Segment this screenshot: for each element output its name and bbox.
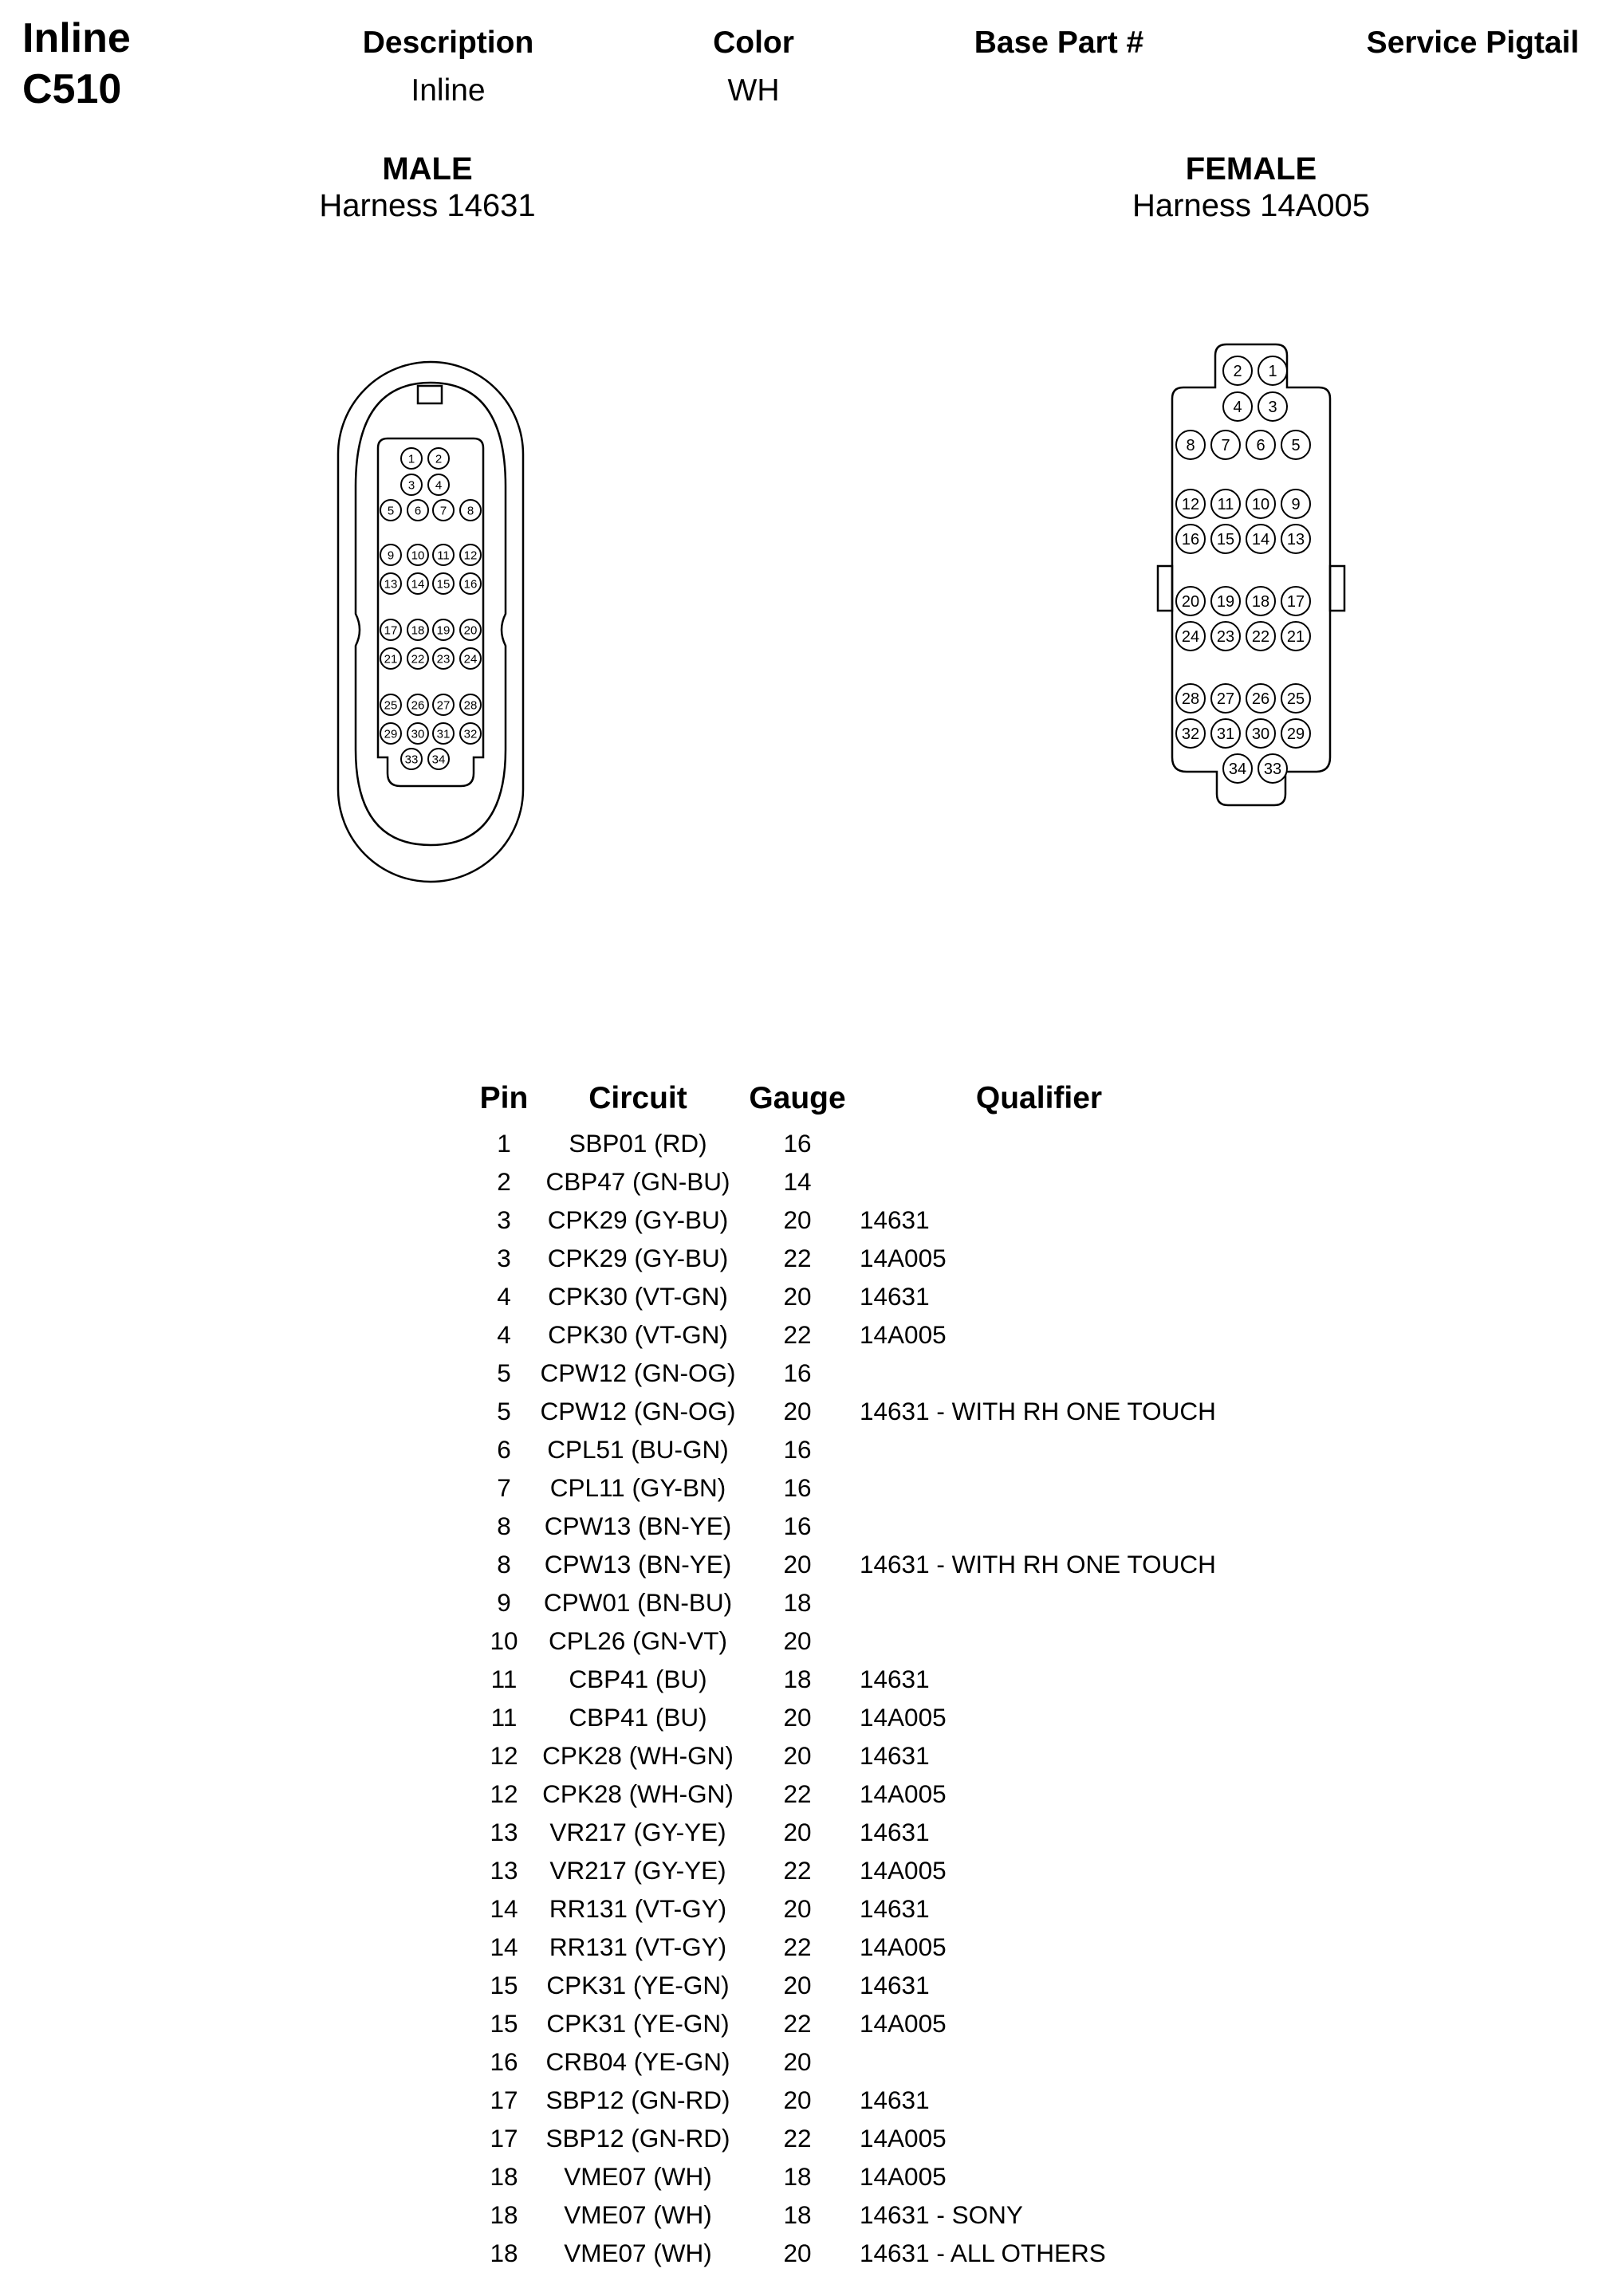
- pin-cell: 6: [497, 1435, 511, 1464]
- gauge-cell: 16: [783, 1358, 812, 1387]
- male-pin-label: 16: [463, 577, 478, 592]
- gauge-cell: 16: [783, 1129, 812, 1158]
- circuit-cell: CPW12 (GN-OG): [540, 1358, 736, 1387]
- table-row: [0, 2157, 1598, 2196]
- table-row: [0, 2234, 1598, 2272]
- qualifier-cell: 14631 - ALL OTHERS: [860, 2239, 1106, 2267]
- pin-cell: 4: [497, 1282, 511, 1311]
- male-pin-label: 2: [435, 452, 443, 466]
- female-pin-label: 14: [1251, 531, 1270, 549]
- gauge-cell: 22: [783, 2124, 812, 2152]
- qualifier-cell: 14A005: [860, 1703, 947, 1732]
- male-title: MALE: [382, 151, 473, 187]
- pin-cell: 14: [490, 1932, 518, 1961]
- female-connector-diagram: [1148, 335, 1364, 813]
- female-pin-label: 7: [1221, 437, 1230, 455]
- circuit-cell: VR217 (GY-YE): [549, 1856, 726, 1885]
- circuit-cell: RR131 (VT-GY): [549, 1894, 727, 1923]
- female-pin-label: 12: [1181, 496, 1200, 514]
- gauge-cell: 22: [783, 1856, 812, 1885]
- female-pin-label: 29: [1286, 725, 1305, 744]
- gauge-cell: 20: [783, 1550, 812, 1578]
- gauge-cell: 16: [783, 1473, 812, 1502]
- circuit-cell: CPK28 (WH-GN): [542, 1779, 734, 1808]
- male-pin-label: 7: [439, 504, 447, 518]
- color-label: Color: [713, 26, 794, 60]
- table-row: [0, 1354, 1598, 1392]
- pin-cell: 5: [497, 1358, 511, 1387]
- qualifier-cell: 14A005: [860, 2124, 947, 2152]
- pin-cell: 15: [490, 2009, 518, 2038]
- gauge-cell: 22: [783, 1320, 812, 1349]
- gauge-cell: 20: [783, 1703, 812, 1732]
- gauge-cell: 18: [783, 1588, 812, 1617]
- table-row: [0, 2081, 1598, 2119]
- qualifier-cell: 14A005: [860, 2009, 947, 2038]
- circuit-cell: CRB04 (YE-GN): [545, 2047, 730, 2076]
- circuit-cell: CPK29 (GY-BU): [547, 1205, 729, 1234]
- female-pin-label: 20: [1181, 593, 1200, 611]
- circuit-cell: CPK30 (VT-GN): [548, 1282, 728, 1311]
- table-header-pin: Pin: [479, 1081, 529, 1115]
- pin-cell: 16: [490, 2047, 518, 2076]
- male-pin-label: 8: [466, 504, 474, 518]
- qualifier-cell: 14631: [860, 1282, 930, 1311]
- male-harness: Harness 14631: [319, 188, 536, 223]
- qualifier-cell: 14631 - SONY: [860, 2200, 1023, 2229]
- gauge-cell: 20: [783, 2047, 812, 2076]
- male-latch: [418, 386, 442, 403]
- table-row: [0, 1775, 1598, 1813]
- male-pin-label: 9: [387, 548, 395, 563]
- pin-cell: 8: [497, 1512, 511, 1540]
- female-harness: Harness 14A005: [1132, 188, 1370, 223]
- base-part-label: Base Part #: [974, 26, 1144, 60]
- table-row: [0, 2004, 1598, 2042]
- gauge-cell: 20: [783, 1818, 812, 1846]
- table-row: [0, 1622, 1598, 1660]
- gauge-cell: 18: [783, 1665, 812, 1693]
- gauge-cell: 16: [783, 1512, 812, 1540]
- male-pin-label: 24: [463, 652, 478, 666]
- pin-cell: 13: [490, 1818, 518, 1846]
- table-row: [0, 2119, 1598, 2157]
- female-pin-label: 2: [1233, 363, 1242, 381]
- table-row: [0, 1889, 1598, 1928]
- qualifier-cell: 14631 - WITH RH ONE TOUCH: [860, 1397, 1216, 1425]
- circuit-cell: SBP12 (GN-RD): [545, 2086, 730, 2114]
- female-pin-label: 15: [1216, 531, 1235, 549]
- table-row: [0, 1966, 1598, 2004]
- pin-cell: 8: [497, 1550, 511, 1578]
- male-pin-label: 31: [436, 727, 451, 741]
- table-row: [0, 1928, 1598, 1966]
- qualifier-cell: 14631: [860, 1818, 930, 1846]
- male-pin-label: 12: [463, 548, 478, 563]
- circuit-cell: VME07 (WH): [564, 2162, 712, 2191]
- qualifier-cell: 14A005: [860, 1320, 947, 1349]
- table-header-gauge: Gauge: [749, 1081, 846, 1115]
- pin-cell: 13: [490, 1856, 518, 1885]
- female-pin-label: 22: [1251, 628, 1270, 647]
- female-pin-label: 26: [1251, 690, 1270, 709]
- table-row: [0, 1162, 1598, 1201]
- male-pin-label: 32: [463, 727, 478, 741]
- circuit-cell: CPK30 (VT-GN): [548, 1320, 728, 1349]
- gauge-cell: 20: [783, 1282, 812, 1311]
- male-pin-label: 30: [411, 727, 425, 741]
- gauge-cell: 22: [783, 1932, 812, 1961]
- service-pigtail-label: Service Pigtail: [1366, 26, 1580, 60]
- table-row: [0, 1698, 1598, 1736]
- female-pin-label: 28: [1181, 690, 1200, 709]
- gauge-cell: 22: [783, 1244, 812, 1272]
- male-pin-label: 10: [411, 548, 425, 563]
- female-pin-label: 31: [1216, 725, 1235, 744]
- female-pin-label: 18: [1251, 593, 1270, 611]
- male-pin-label: 20: [463, 623, 478, 638]
- table-row: [0, 1239, 1598, 1277]
- male-pin-label: 1: [407, 452, 415, 466]
- circuit-cell: SBP01 (RD): [569, 1129, 707, 1158]
- gauge-cell: 20: [783, 2239, 812, 2267]
- male-pin-label: 17: [384, 623, 398, 638]
- circuit-cell: CPW13 (BN-YE): [544, 1550, 732, 1578]
- connector-type-label: Inline: [22, 15, 131, 61]
- female-pin-label: 10: [1251, 496, 1270, 514]
- gauge-cell: 20: [783, 2086, 812, 2114]
- male-pin-label: 5: [387, 504, 395, 518]
- pin-cell: 18: [490, 2200, 518, 2229]
- pin-cell: 9: [497, 1588, 511, 1617]
- female-pin-label: 25: [1286, 690, 1305, 709]
- description-value: Inline: [411, 73, 486, 108]
- table-header-circuit: Circuit: [588, 1081, 687, 1115]
- table-row: [0, 1124, 1598, 1162]
- male-pin-label: 29: [384, 727, 398, 741]
- pin-cell: 15: [490, 1971, 518, 1999]
- female-pin-label: 11: [1217, 496, 1234, 514]
- female-pin-label: 27: [1216, 690, 1235, 709]
- qualifier-cell: 14A005: [860, 1244, 947, 1272]
- male-pin-label: 15: [436, 577, 451, 592]
- male-outer-shell: [338, 362, 523, 882]
- circuit-cell: CPK31 (YE-GN): [546, 2009, 730, 2038]
- male-pin-label: 28: [463, 698, 478, 713]
- circuit-cell: CPW01 (BN-BU): [543, 1588, 733, 1617]
- male-pin-label: 6: [414, 504, 422, 518]
- gauge-cell: 20: [783, 1971, 812, 1999]
- connector-id: C510: [22, 66, 122, 112]
- table-row: [0, 1583, 1598, 1622]
- pin-cell: 5: [497, 1397, 511, 1425]
- gauge-cell: 16: [783, 1435, 812, 1464]
- pin-cell: 11: [490, 1703, 518, 1732]
- circuit-cell: CBP41 (BU): [569, 1665, 707, 1693]
- pin-cell: 11: [490, 1665, 518, 1693]
- female-pin-label: 6: [1256, 437, 1265, 455]
- female-pin-label: 33: [1263, 761, 1282, 779]
- table-row: [0, 1468, 1598, 1507]
- pin-table: [0, 1124, 1598, 2272]
- female-pin-label: 30: [1251, 725, 1270, 744]
- description-label: Description: [362, 26, 534, 60]
- gauge-cell: 20: [783, 1397, 812, 1425]
- female-pin-label: 9: [1291, 496, 1301, 514]
- qualifier-cell: 14A005: [860, 1779, 947, 1808]
- gauge-cell: 14: [783, 1167, 812, 1196]
- qualifier-cell: 14631: [860, 1894, 930, 1923]
- female-pin-label: 23: [1216, 628, 1235, 647]
- qualifier-cell: 14A005: [860, 1932, 947, 1961]
- table-row: [0, 1430, 1598, 1468]
- table-row: [0, 1507, 1598, 1545]
- female-pin-label: 3: [1268, 399, 1277, 417]
- gauge-cell: 20: [783, 1626, 812, 1655]
- circuit-cell: VME07 (WH): [564, 2239, 712, 2267]
- qualifier-cell: 14A005: [860, 2162, 947, 2191]
- pin-cell: 10: [490, 1626, 518, 1655]
- male-pin-label: 13: [384, 577, 398, 592]
- female-pin-label: 24: [1181, 628, 1200, 647]
- male-pin-label: 22: [411, 652, 425, 666]
- gauge-cell: 20: [783, 1741, 812, 1770]
- male-pin-label: 26: [411, 698, 425, 713]
- male-pin-label: 3: [407, 478, 415, 493]
- circuit-cell: SBP12 (GN-RD): [545, 2124, 730, 2152]
- gauge-cell: 18: [783, 2162, 812, 2191]
- circuit-cell: CPW13 (BN-YE): [544, 1512, 732, 1540]
- table-row: [0, 1392, 1598, 1430]
- female-pin-label: 34: [1228, 761, 1247, 779]
- male-pin-label: 21: [384, 652, 398, 666]
- gauge-cell: 20: [783, 1205, 812, 1234]
- circuit-cell: CPW12 (GN-OG): [540, 1397, 736, 1425]
- male-pin-label: 23: [436, 652, 451, 666]
- female-pin-label: 1: [1268, 363, 1277, 381]
- male-pin-label: 25: [384, 698, 398, 713]
- gauge-cell: 22: [783, 1779, 812, 1808]
- male-pin-label: 33: [404, 753, 419, 767]
- qualifier-cell: 14631 - WITH RH ONE TOUCH: [860, 1550, 1216, 1578]
- female-pin-label: 4: [1233, 399, 1242, 417]
- circuit-cell: CPL11 (GY-BN): [549, 1473, 726, 1502]
- female-left-tab: [1158, 566, 1172, 611]
- pin-cell: 18: [490, 2239, 518, 2267]
- female-right-tab: [1330, 566, 1344, 611]
- female-pin-label: 13: [1286, 531, 1305, 549]
- male-pin-label: 14: [411, 577, 425, 592]
- pin-cell: 4: [497, 1320, 511, 1349]
- circuit-cell: CBP41 (BU): [569, 1703, 707, 1732]
- qualifier-cell: 14631: [860, 1741, 930, 1770]
- male-pin-label: 27: [436, 698, 451, 713]
- table-row: [0, 1851, 1598, 1889]
- table-row: [0, 2196, 1598, 2234]
- color-value: WH: [727, 73, 780, 108]
- qualifier-cell: 14631: [860, 1205, 930, 1234]
- circuit-cell: VME07 (WH): [564, 2200, 712, 2229]
- circuit-cell: CPL26 (GN-VT): [548, 1626, 728, 1655]
- male-pin-label: 11: [437, 548, 450, 563]
- female-pin-label: 16: [1181, 531, 1200, 549]
- table-row: [0, 2042, 1598, 2081]
- qualifier-cell: 14631: [860, 2086, 930, 2114]
- pin-cell: 12: [490, 1741, 518, 1770]
- pin-cell: 3: [497, 1244, 511, 1272]
- pin-cell: 17: [490, 2086, 518, 2114]
- circuit-cell: CPL51 (BU-GN): [547, 1435, 729, 1464]
- male-connector-diagram: [327, 351, 534, 893]
- table-row: [0, 1736, 1598, 1775]
- female-title: FEMALE: [1185, 151, 1317, 187]
- female-pin-label: 32: [1181, 725, 1200, 744]
- qualifier-cell: 14631: [860, 1971, 930, 1999]
- circuit-cell: CBP47 (GN-BU): [545, 1167, 730, 1196]
- female-pin-label: 8: [1186, 437, 1195, 455]
- pin-cell: 3: [497, 1205, 511, 1234]
- table-row: [0, 1813, 1598, 1851]
- circuit-cell: RR131 (VT-GY): [549, 1932, 727, 1961]
- pin-cell: 17: [490, 2124, 518, 2152]
- table-row: [0, 1201, 1598, 1239]
- female-pin-label: 17: [1286, 593, 1305, 611]
- table-header-qualifier: Qualifier: [975, 1081, 1103, 1115]
- table-row: [0, 1545, 1598, 1583]
- pin-cell: 2: [497, 1167, 511, 1196]
- circuit-cell: CPK29 (GY-BU): [547, 1244, 729, 1272]
- circuit-cell: VR217 (GY-YE): [549, 1818, 726, 1846]
- qualifier-cell: 14631: [860, 1665, 930, 1693]
- male-pin-label: 19: [436, 623, 451, 638]
- gauge-cell: 22: [783, 2009, 812, 2038]
- pin-cell: 1: [497, 1129, 511, 1158]
- pin-cell: 12: [490, 1779, 518, 1808]
- female-pin-label: 5: [1291, 437, 1301, 455]
- gauge-cell: 18: [783, 2200, 812, 2229]
- male-pin-label: 34: [431, 753, 446, 767]
- pin-cell: 14: [490, 1894, 518, 1923]
- qualifier-cell: 14A005: [860, 1856, 947, 1885]
- circuit-cell: CPK28 (WH-GN): [542, 1741, 734, 1770]
- female-pin-label: 19: [1216, 593, 1235, 611]
- gauge-cell: 20: [783, 1894, 812, 1923]
- table-row: [0, 1660, 1598, 1698]
- pin-cell: 7: [497, 1473, 511, 1502]
- circuit-cell: CPK31 (YE-GN): [546, 1971, 730, 1999]
- female-pin-label: 21: [1286, 628, 1305, 647]
- male-pin-label: 4: [435, 478, 443, 493]
- male-pin-label: 18: [411, 623, 425, 638]
- pin-cell: 18: [490, 2162, 518, 2191]
- table-row: [0, 1277, 1598, 1315]
- table-row: [0, 1315, 1598, 1354]
